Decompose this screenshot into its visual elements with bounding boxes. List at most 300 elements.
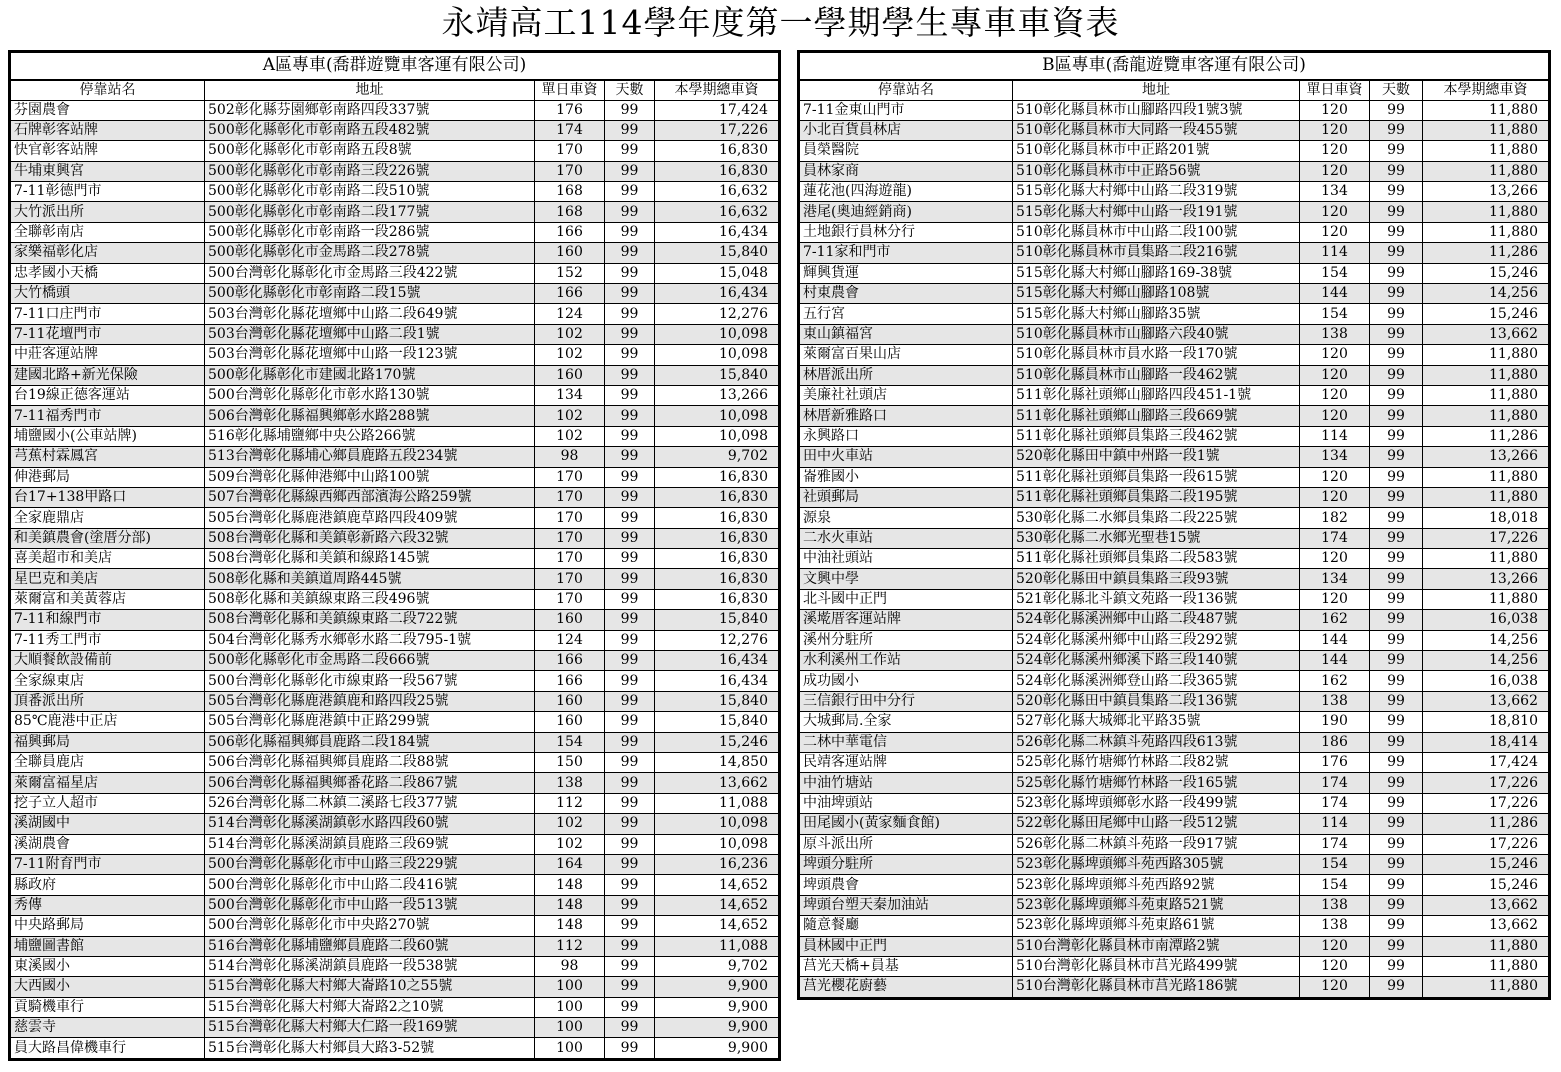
company-header: A區專車(喬群遊覽車客運有限公司) — [11, 53, 779, 80]
daily-fare-cell: 120 — [1300, 936, 1370, 956]
address-cell: 511彰化縣社頭鄉員集路三段462號 — [1013, 426, 1300, 446]
stop-name-cell: 社頭郵局 — [800, 487, 1013, 507]
table-row — [800, 182, 1549, 202]
daily-fare-cell: 160 — [535, 243, 605, 263]
semester-total-cell: 16,434 — [655, 222, 779, 242]
semester-total-cell: 16,632 — [655, 202, 779, 222]
semester-total-cell: 14,850 — [655, 753, 779, 773]
semester-total-cell: 11,880 — [1423, 487, 1549, 507]
semester-total-cell: 12,276 — [655, 630, 779, 650]
stop-name-cell: 輝興貨運 — [800, 263, 1013, 283]
stop-name-cell: 埤頭台塑天秦加油站 — [800, 895, 1013, 915]
semester-total-cell: 11,880 — [1423, 956, 1549, 976]
table-row — [800, 243, 1549, 263]
semester-total-cell: 11,880 — [1423, 161, 1549, 181]
address-cell: 500彰化縣彰化市彰南路二段510號 — [205, 182, 535, 202]
days-cell: 99 — [605, 997, 655, 1017]
table-row — [800, 956, 1549, 976]
days-cell: 99 — [1370, 977, 1423, 997]
daily-fare-cell: 120 — [1300, 956, 1370, 976]
table-row — [800, 426, 1549, 446]
stop-name-cell: 慈雲寺 — [11, 1018, 205, 1038]
days-cell: 99 — [605, 793, 655, 813]
daily-fare-cell: 144 — [1300, 630, 1370, 650]
stop-name-cell: 溪州分駐所 — [800, 630, 1013, 650]
address-cell: 510彰化縣員林市員水路一段170號 — [1013, 345, 1300, 365]
stop-name-cell: 水利溪州工作站 — [800, 651, 1013, 671]
semester-total-cell: 16,830 — [655, 508, 779, 528]
address-cell: 510台灣彰化縣員林市莒光路186號 — [1013, 977, 1300, 997]
table-row — [11, 182, 779, 202]
table-row — [11, 569, 779, 589]
address-cell: 508彰化縣和美鎮道周路445號 — [205, 569, 535, 589]
table-row — [800, 712, 1549, 732]
column-header-stop: 停靠站名 — [800, 80, 1013, 101]
address-cell: 515台灣彰化縣大村鄉大崙路10之55號 — [205, 977, 535, 997]
daily-fare-cell: 148 — [535, 916, 605, 936]
address-cell: 524彰化縣溪州鄉中山路三段292號 — [1013, 630, 1300, 650]
stop-name-cell: 隨意餐廳 — [800, 916, 1013, 936]
address-cell: 510彰化縣員林市大同路一段455號 — [1013, 120, 1300, 140]
stop-name-cell: 文興中學 — [800, 569, 1013, 589]
daily-fare-cell: 166 — [535, 651, 605, 671]
semester-total-cell: 11,088 — [655, 936, 779, 956]
address-cell: 503台灣彰化縣花壇鄉中山路二段649號 — [205, 304, 535, 324]
days-cell: 99 — [1370, 324, 1423, 344]
table-row — [11, 732, 779, 752]
semester-total-cell: 14,652 — [655, 895, 779, 915]
stop-name-cell: 東溪國小 — [11, 956, 205, 976]
stop-name-cell: 7-11和線門市 — [11, 610, 205, 630]
semester-total-cell: 15,048 — [655, 263, 779, 283]
semester-total-cell: 17,424 — [655, 100, 779, 120]
daily-fare-cell: 162 — [1300, 671, 1370, 691]
daily-fare-cell: 166 — [535, 284, 605, 304]
daily-fare-cell: 120 — [1300, 589, 1370, 609]
address-cell: 507台灣彰化縣線西鄉西部濱海公路259號 — [205, 487, 535, 507]
address-cell: 520彰化縣田中鎮員集路三段93號 — [1013, 569, 1300, 589]
days-cell: 99 — [1370, 589, 1423, 609]
daily-fare-cell: 144 — [1300, 284, 1370, 304]
table-row — [11, 793, 779, 813]
stop-name-cell: 喜美超市和美店 — [11, 549, 205, 569]
days-cell: 99 — [605, 875, 655, 895]
table-row — [11, 956, 779, 976]
daily-fare-cell: 102 — [535, 814, 605, 834]
daily-fare-cell: 124 — [535, 630, 605, 650]
stop-name-cell: 莒光天橋+員基 — [800, 956, 1013, 976]
daily-fare-cell: 138 — [1300, 916, 1370, 936]
table-row — [11, 1038, 779, 1058]
column-header-address: 地址 — [1013, 80, 1300, 101]
page-title: 永靖高工114學年度第一學期學生專車車資表 — [441, 3, 1120, 42]
stop-name-cell: 萊爾富百果山店 — [800, 345, 1013, 365]
stop-name-cell: 牛埔東興宮 — [11, 161, 205, 181]
semester-total-cell: 12,276 — [655, 304, 779, 324]
stop-name-cell: 中莊客運站牌 — [11, 345, 205, 365]
daily-fare-cell: 160 — [535, 610, 605, 630]
address-cell: 505台灣彰化縣鹿港鎮鹿和路四段25號 — [205, 691, 535, 711]
table-row — [11, 426, 779, 446]
daily-fare-cell: 112 — [535, 793, 605, 813]
address-cell: 511彰化縣社頭鄉員集路一段615號 — [1013, 467, 1300, 487]
stop-name-cell: 二水火車站 — [800, 528, 1013, 548]
stop-name-cell: 永興路口 — [800, 426, 1013, 446]
daily-fare-cell: 174 — [1300, 793, 1370, 813]
stop-name-cell: 萊爾富福星店 — [11, 773, 205, 793]
stop-name-cell: 田中火車站 — [800, 447, 1013, 467]
semester-total-cell: 11,880 — [1423, 202, 1549, 222]
address-cell: 502彰化縣芬園鄉彰南路四段337號 — [205, 100, 535, 120]
stop-name-cell: 台19線正德客運站 — [11, 385, 205, 405]
semester-total-cell: 13,662 — [655, 773, 779, 793]
column-header-stop: 停靠站名 — [11, 80, 205, 101]
semester-total-cell: 16,236 — [655, 854, 779, 874]
table-row — [11, 691, 779, 711]
column-header-address: 地址 — [205, 80, 535, 101]
daily-fare-cell: 120 — [1300, 222, 1370, 242]
daily-fare-cell: 170 — [535, 589, 605, 609]
stop-name-cell: 港尾(奧迪經銷商) — [800, 202, 1013, 222]
days-cell: 99 — [1370, 222, 1423, 242]
days-cell: 99 — [1370, 182, 1423, 202]
days-cell: 99 — [605, 977, 655, 997]
address-cell: 510彰化縣員林市中正路201號 — [1013, 141, 1300, 161]
days-cell: 99 — [1370, 426, 1423, 446]
semester-total-cell: 9,702 — [655, 956, 779, 976]
table-row — [800, 528, 1549, 548]
days-cell: 99 — [1370, 345, 1423, 365]
address-cell: 523彰化縣埤頭鄉斗苑東路521號 — [1013, 895, 1300, 915]
table-row — [11, 141, 779, 161]
semester-total-cell: 16,434 — [655, 284, 779, 304]
address-cell: 500彰化縣彰化市金馬路二段278號 — [205, 243, 535, 263]
days-cell: 99 — [1370, 447, 1423, 467]
days-cell: 99 — [1370, 651, 1423, 671]
daily-fare-cell: 98 — [535, 956, 605, 976]
stop-name-cell: 全家鹿鼎店 — [11, 508, 205, 528]
days-cell: 99 — [1370, 365, 1423, 385]
address-cell: 510彰化縣員林市山腳路一段462號 — [1013, 365, 1300, 385]
stop-name-cell: 民靖客運站牌 — [800, 753, 1013, 773]
daily-fare-cell: 102 — [535, 426, 605, 446]
days-cell: 99 — [1370, 284, 1423, 304]
daily-fare-cell: 176 — [1300, 753, 1370, 773]
address-cell: 525彰化縣竹塘鄉竹林路二段82號 — [1013, 753, 1300, 773]
daily-fare-cell: 100 — [535, 1038, 605, 1058]
days-cell: 99 — [605, 549, 655, 569]
stop-name-cell: 7-11秀工門市 — [11, 630, 205, 650]
stop-name-cell: 北斗國中正門 — [800, 589, 1013, 609]
address-cell: 500彰化縣彰化市彰南路三段226號 — [205, 161, 535, 181]
zone-b-fare-table — [797, 50, 1551, 1000]
semester-total-cell: 15,246 — [1423, 263, 1549, 283]
days-cell: 99 — [605, 467, 655, 487]
semester-total-cell: 9,900 — [655, 1038, 779, 1058]
days-cell: 99 — [1370, 610, 1423, 630]
stop-name-cell: 中油竹塘站 — [800, 773, 1013, 793]
stop-name-cell: 頂番派出所 — [11, 691, 205, 711]
table-row — [800, 875, 1549, 895]
semester-total-cell: 17,226 — [1423, 773, 1549, 793]
table-row — [11, 467, 779, 487]
daily-fare-cell: 176 — [535, 100, 605, 120]
semester-total-cell: 9,702 — [655, 447, 779, 467]
table-row — [11, 814, 779, 834]
stop-name-cell: 林厝派出所 — [800, 365, 1013, 385]
stop-name-cell: 中央路郵局 — [11, 916, 205, 936]
semester-total-cell: 15,246 — [1423, 854, 1549, 874]
semester-total-cell: 10,098 — [655, 426, 779, 446]
address-cell: 500彰化縣彰化市彰南路五段482號 — [205, 120, 535, 140]
table-row — [800, 854, 1549, 874]
daily-fare-cell: 120 — [1300, 549, 1370, 569]
address-cell: 511彰化縣社頭鄉員集路二段195號 — [1013, 487, 1300, 507]
days-cell: 99 — [605, 487, 655, 507]
stop-name-cell: 7-11附育門市 — [11, 854, 205, 874]
address-cell: 515彰化縣大村鄉中山路二段319號 — [1013, 182, 1300, 202]
stop-name-cell: 7-11花壇門市 — [11, 324, 205, 344]
table-row — [11, 753, 779, 773]
stop-name-cell: 林厝新雅路口 — [800, 406, 1013, 426]
daily-fare-cell: 152 — [535, 263, 605, 283]
semester-total-cell: 16,038 — [1423, 610, 1549, 630]
table-row — [800, 793, 1549, 813]
daily-fare-cell: 134 — [1300, 569, 1370, 589]
daily-fare-cell: 138 — [1300, 691, 1370, 711]
address-cell: 505台灣彰化縣鹿港鎮中正路299號 — [205, 712, 535, 732]
semester-total-cell: 13,266 — [1423, 569, 1549, 589]
semester-total-cell: 15,840 — [655, 691, 779, 711]
address-cell: 530彰化縣二水鄉員集路二段225號 — [1013, 508, 1300, 528]
table-row — [11, 508, 779, 528]
semester-total-cell: 16,830 — [655, 528, 779, 548]
semester-total-cell: 11,880 — [1423, 589, 1549, 609]
semester-total-cell: 11,088 — [655, 793, 779, 813]
address-cell: 520彰化縣田中鎮員集路二段136號 — [1013, 691, 1300, 711]
daily-fare-cell: 166 — [535, 222, 605, 242]
table-row — [800, 222, 1549, 242]
daily-fare-cell: 120 — [1300, 202, 1370, 222]
semester-total-cell: 15,840 — [655, 610, 779, 630]
days-cell: 99 — [605, 406, 655, 426]
address-cell: 508台灣彰化縣和美鎮彰新路六段32號 — [205, 528, 535, 548]
days-cell: 99 — [605, 956, 655, 976]
days-cell: 99 — [605, 916, 655, 936]
stop-name-cell: 溪墘厝客運站牌 — [800, 610, 1013, 630]
daily-fare-cell: 138 — [1300, 895, 1370, 915]
address-cell: 515彰化縣大村鄉中山路一段191號 — [1013, 202, 1300, 222]
table-row — [11, 365, 779, 385]
semester-total-cell: 11,880 — [1423, 936, 1549, 956]
days-cell: 99 — [605, 161, 655, 181]
days-cell: 99 — [1370, 549, 1423, 569]
address-cell: 527彰化縣大城鄉北平路35號 — [1013, 712, 1300, 732]
semester-total-cell: 15,246 — [1423, 304, 1549, 324]
table-row — [11, 610, 779, 630]
daily-fare-cell: 186 — [1300, 732, 1370, 752]
stop-name-cell: 東山鎮福宮 — [800, 324, 1013, 344]
address-cell: 514台灣彰化縣溪湖鎮彰水路四段60號 — [205, 814, 535, 834]
table-row — [11, 834, 779, 854]
days-cell: 99 — [1370, 120, 1423, 140]
stop-name-cell: 7-11彰德門市 — [11, 182, 205, 202]
stop-name-cell: 7-11家和門市 — [800, 243, 1013, 263]
days-cell: 99 — [1370, 671, 1423, 691]
semester-total-cell: 13,662 — [1423, 324, 1549, 344]
address-cell: 515彰化縣大村鄉山腳路35號 — [1013, 304, 1300, 324]
daily-fare-cell: 154 — [1300, 263, 1370, 283]
days-cell: 99 — [605, 120, 655, 140]
daily-fare-cell: 164 — [535, 854, 605, 874]
table-row — [11, 304, 779, 324]
column-header-total: 本學期總車資 — [655, 80, 779, 101]
semester-total-cell: 15,840 — [655, 365, 779, 385]
semester-total-cell: 10,098 — [655, 406, 779, 426]
table-row — [11, 406, 779, 426]
address-cell: 510彰化縣員林市中山路二段100號 — [1013, 222, 1300, 242]
daily-fare-cell: 166 — [535, 671, 605, 691]
daily-fare-cell: 170 — [535, 508, 605, 528]
semester-total-cell: 11,880 — [1423, 141, 1549, 161]
stop-name-cell: 星巴克和美店 — [11, 569, 205, 589]
daily-fare-cell: 162 — [1300, 610, 1370, 630]
days-cell: 99 — [1370, 793, 1423, 813]
stop-name-cell: 五行宮 — [800, 304, 1013, 324]
daily-fare-cell: 102 — [535, 324, 605, 344]
table-row — [11, 528, 779, 548]
semester-total-cell: 16,830 — [655, 487, 779, 507]
semester-total-cell: 11,880 — [1423, 406, 1549, 426]
days-cell: 99 — [605, 304, 655, 324]
semester-total-cell: 13,662 — [1423, 691, 1549, 711]
stop-name-cell: 大竹派出所 — [11, 202, 205, 222]
semester-total-cell: 15,246 — [655, 732, 779, 752]
daily-fare-cell: 174 — [1300, 773, 1370, 793]
daily-fare-cell: 120 — [1300, 487, 1370, 507]
table-row — [800, 630, 1549, 650]
stop-name-cell: 大西國小 — [11, 977, 205, 997]
address-cell: 511彰化縣社頭鄉山腳路四段451-1號 — [1013, 385, 1300, 405]
daily-fare-cell: 114 — [1300, 426, 1370, 446]
address-cell: 506台灣彰化縣福興鄉員鹿路二段88號 — [205, 753, 535, 773]
semester-total-cell: 11,880 — [1423, 222, 1549, 242]
days-cell: 99 — [605, 671, 655, 691]
semester-total-cell: 9,900 — [655, 977, 779, 997]
stop-name-cell: 伸港郵局 — [11, 467, 205, 487]
address-cell: 503台灣彰化縣花壇鄉中山路二段1號 — [205, 324, 535, 344]
daily-fare-cell: 120 — [1300, 141, 1370, 161]
stop-name-cell: 石牌彰客站牌 — [11, 120, 205, 140]
days-cell: 99 — [605, 324, 655, 344]
days-cell: 99 — [1370, 161, 1423, 181]
daily-fare-cell: 100 — [535, 977, 605, 997]
daily-fare-cell: 144 — [1300, 651, 1370, 671]
stop-name-cell: 大順餐飲設備前 — [11, 651, 205, 671]
table-row — [11, 243, 779, 263]
column-header-total: 本學期總車資 — [1423, 80, 1549, 101]
semester-total-cell: 16,830 — [655, 161, 779, 181]
semester-total-cell: 11,286 — [1423, 426, 1549, 446]
table-row — [800, 549, 1549, 569]
table-row — [11, 120, 779, 140]
table-row — [800, 834, 1549, 854]
stop-name-cell: 田尾國小(黃家麵食館) — [800, 814, 1013, 834]
table-row — [11, 385, 779, 405]
table-row — [800, 406, 1549, 426]
table-row — [800, 610, 1549, 630]
table-row — [800, 773, 1549, 793]
semester-total-cell: 13,266 — [1423, 447, 1549, 467]
days-cell: 99 — [1370, 243, 1423, 263]
column-header-days: 天數 — [1370, 80, 1423, 101]
table-row — [800, 651, 1549, 671]
daily-fare-cell: 168 — [535, 202, 605, 222]
table-row — [800, 447, 1549, 467]
address-cell: 524彰化縣溪州鄉溪下路三段140號 — [1013, 651, 1300, 671]
zone-a-fare-table — [8, 50, 781, 1061]
days-cell: 99 — [1370, 508, 1423, 528]
days-cell: 99 — [1370, 875, 1423, 895]
address-cell: 514台灣彰化縣溪湖鎮員鹿路一段538號 — [205, 956, 535, 976]
table-row — [800, 324, 1549, 344]
days-cell: 99 — [605, 753, 655, 773]
table-row — [800, 141, 1549, 161]
address-cell: 505台灣彰化縣鹿港鎮鹿草路四段409號 — [205, 508, 535, 528]
table-row — [800, 671, 1549, 691]
table-row — [11, 875, 779, 895]
days-cell: 99 — [1370, 141, 1423, 161]
address-cell: 513台灣彰化縣埔心鄉員鹿路五段234號 — [205, 447, 535, 467]
days-cell: 99 — [1370, 895, 1423, 915]
semester-total-cell: 13,662 — [1423, 916, 1549, 936]
daily-fare-cell: 120 — [1300, 100, 1370, 120]
days-cell: 99 — [605, 365, 655, 385]
days-cell: 99 — [1370, 916, 1423, 936]
days-cell: 99 — [605, 895, 655, 915]
daily-fare-cell: 160 — [535, 365, 605, 385]
daily-fare-cell: 124 — [535, 304, 605, 324]
days-cell: 99 — [1370, 385, 1423, 405]
daily-fare-cell: 160 — [535, 712, 605, 732]
table-row — [11, 671, 779, 691]
address-cell: 500彰化縣彰化市建國北路170號 — [205, 365, 535, 385]
days-cell: 99 — [1370, 712, 1423, 732]
semester-total-cell: 16,434 — [655, 651, 779, 671]
stop-name-cell: 台17+138甲路口 — [11, 487, 205, 507]
semester-total-cell: 11,286 — [1423, 243, 1549, 263]
days-cell: 99 — [1370, 202, 1423, 222]
stop-name-cell: 員林家商 — [800, 161, 1013, 181]
days-cell: 99 — [605, 936, 655, 956]
daily-fare-cell: 138 — [1300, 324, 1370, 344]
address-cell: 530彰化縣二水鄉光聖巷15號 — [1013, 528, 1300, 548]
company-header: B區專車(喬龍遊覽車客運有限公司) — [800, 53, 1549, 80]
address-cell: 510彰化縣員林市員集路二段216號 — [1013, 243, 1300, 263]
table-row — [800, 263, 1549, 283]
table-row — [11, 651, 779, 671]
daily-fare-cell: 170 — [535, 467, 605, 487]
days-cell: 99 — [605, 712, 655, 732]
daily-fare-cell: 170 — [535, 141, 605, 161]
days-cell: 99 — [1370, 956, 1423, 976]
table-row — [11, 284, 779, 304]
daily-fare-cell: 160 — [535, 691, 605, 711]
table-row — [800, 202, 1549, 222]
days-cell: 99 — [605, 202, 655, 222]
stop-name-cell: 7-11福秀門市 — [11, 406, 205, 426]
address-cell: 510彰化縣員林市中正路56號 — [1013, 161, 1300, 181]
